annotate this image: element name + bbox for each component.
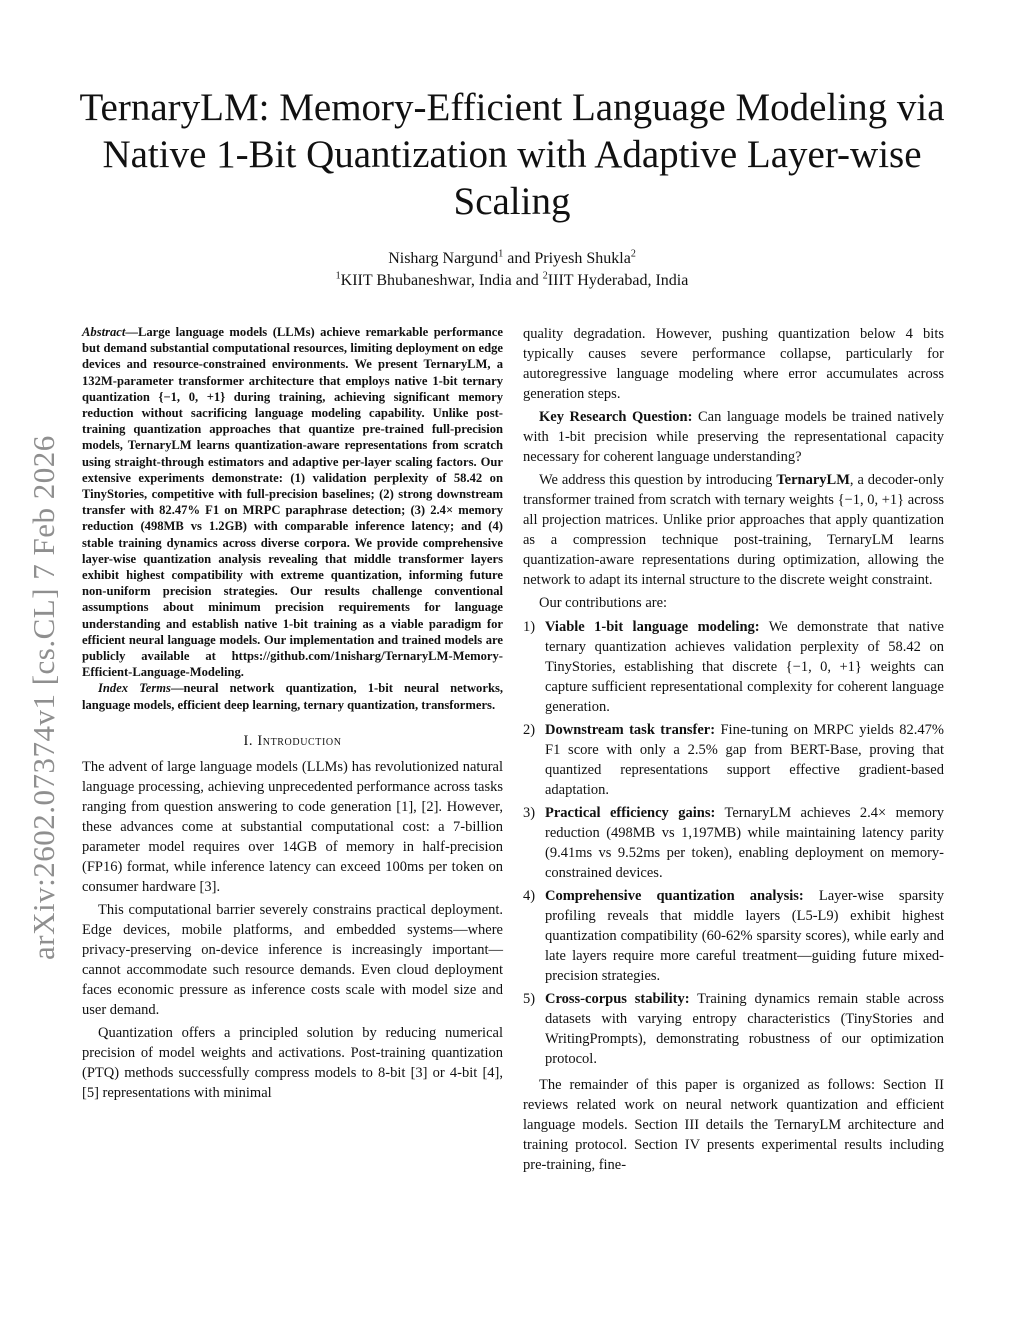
- arxiv-identifier-stamp: arXiv:2602.07374v1 [cs.CL] 7 Feb 2026: [26, 435, 61, 960]
- approach-text: , a decoder-only transformer trained from scratch with ternary weights {−1, 0, +1} across all projection matrices. Unlike prior approaches that apply quantization as a compression technique post-training, TernaryLM learns quantization-aware representations during optimization, allowing the network to adapt its internal structure to the discrete weight constraint.: [523, 472, 945, 588]
- contribution-label: Viable 1-bit language modeling:: [545, 619, 760, 635]
- affiliation-superscript: 1: [335, 270, 341, 282]
- contribution-item: [523, 886, 944, 986]
- author-name: Nisharg Nargund: [388, 250, 499, 267]
- organization-paragraph: The remainder of this paper is organized as follows: Section II reviews related work on neural network quantization and efficient language models. Section III details the TernaryLM architecture and training protocol. Section IV presents experimental results including pre-training, fine-: [523, 1077, 944, 1173]
- research-question-label: Key Research Question:: [539, 409, 693, 425]
- contribution-text: TernaryLM achieves 2.4× memory reduction (498MB vs 1,197MB) while maintaining latency parity (9.41ms vs 9.52ms per token), enabling deployment on memory-constrained devices.: [545, 805, 944, 881]
- model-name: TernaryLM: [776, 472, 850, 488]
- contribution-number: 5): [523, 991, 536, 1007]
- research-question-text: Can language models be trained natively with 1-bit precision while preserving the representational capacity necessary for coherent language understanding?: [523, 409, 945, 465]
- abstract: [82, 324, 503, 680]
- index-terms-text: —neural network quantization, 1-bit neural networks, language models, efficient deep learning, ternary quantization, transformers.: [82, 681, 503, 712]
- contributions-list: [523, 617, 944, 1069]
- contribution-item: [523, 803, 944, 883]
- contribution-number: 1): [523, 619, 536, 635]
- affiliation-line: [60, 270, 964, 292]
- contribution-text: Training dynamics remain stable across datasets with varying entropy characteristics (TinyStories and WritingPrompts), demonstrating robustness of our optimization protocol.: [545, 991, 944, 1067]
- contribution-text: Layer-wise sparsity profiling reveals that middle layers (L5-L9) exhibit highest quantization compatibility (60-62% sparsity scores), while early and late layers require more careful treatment—guiding future mixed-precision strategies.: [545, 888, 944, 984]
- author-line: [60, 248, 964, 270]
- contribution-label: Downstream task transfer:: [545, 722, 716, 738]
- author-superscript: 2: [630, 248, 636, 260]
- abstract-label: Abstract: [82, 325, 126, 339]
- contribution-text: Fine-tuning on MRPC yields 82.47% F1 score with only a 2.5% gap from BERT-Base, proving that quantized representations support effective gradient-based adaptation.: [545, 722, 944, 798]
- index-terms: [82, 680, 503, 712]
- contribution-label: Cross-corpus stability:: [545, 991, 690, 1007]
- contribution-number: 2): [523, 722, 536, 738]
- contribution-label: Comprehensive quantization analysis:: [545, 888, 804, 904]
- left-column: [82, 324, 503, 1106]
- author-conjunction: and: [503, 250, 535, 267]
- intro-paragraph: The advent of large language models (LLMs) has revolutionized natural language processing, achieving unprecedented performance across tasks ranging from question answering to code generation [1], [2]. However, these advances come at substantial computational cost: a 7-billion parameter model requires over 14GB of memory in half-precision (FP16) format, while inference latency can exceed 100ms per token on consumer hardware [3].: [82, 758, 503, 895]
- continued-paragraph: quality degradation. However, pushing quantization below 4 bits typically causes severe performance collapse, particularly for autoregressive language modeling where error accumulates across generation steps.: [523, 326, 944, 402]
- affiliation-superscript: 2: [542, 270, 548, 282]
- contribution-number: 4): [523, 888, 536, 904]
- contribution-number: 3): [523, 805, 536, 821]
- research-question-paragraph: [523, 407, 944, 467]
- contribution-item: [523, 720, 944, 800]
- contribution-label: Practical efficiency gains:: [545, 805, 716, 821]
- affiliation-conjunction: and: [511, 272, 543, 289]
- author-name: Priyesh Shukla: [534, 250, 631, 267]
- contribution-text: We demonstrate that native ternary quantization achieves validation perplexity of 58.42 on TinyStories, establishing that discrete {−1, 0, +1} weights can capture sufficient representational complexity for coherent language generation.: [545, 619, 944, 715]
- section-heading-introduction: I. Introduction: [243, 732, 342, 749]
- approach-paragraph: [523, 470, 944, 590]
- author-superscript: 1: [498, 248, 504, 260]
- right-column: [523, 324, 944, 1178]
- contribution-item: [523, 989, 944, 1069]
- approach-text: We address this question by introducing: [539, 472, 777, 488]
- index-terms-label: Index Terms: [98, 681, 171, 696]
- intro-paragraph: Quantization offers a principled solution by reducing numerical precision of model weights and activations. Post-training quantization (PTQ) methods successfully compress models to 8-bit [3] or 4-bit [4], [5] representations with minimal: [82, 1024, 503, 1101]
- intro-paragraph: This computational barrier severely constrains practical deployment. Edge devices, mobile platforms, and embedded systems—where privacy-preserving on-device inference is increasingly important—cannot accommodate such resource demands. Even cloud deployment faces economic pressure as inference costs scale with model size and user demand.: [82, 901, 503, 1018]
- affiliation: IIIT Hyderabad, India: [547, 272, 689, 289]
- contributions-intro: Our contributions are:: [539, 595, 668, 611]
- contribution-item: [523, 617, 944, 717]
- paper-title: TernaryLM: Memory-Efficient Language Modeling via Native 1-Bit Quantization with Adaptive Layer-wise Scaling: [79, 86, 945, 223]
- abstract-text: —Large language models (LLMs) achieve remarkable performance but demand substantial computational resources, limiting deployment on edge devices and resource-constrained environments. We present TernaryLM, a 132M-parameter transformer architecture that employs native 1-bit ternary quantization {−1, 0, +1} during training, achieving significant memory reduction without sacrificing language modeling capability. Unlike post-training quantization approaches that quantize pre-trained full-precision models, TernaryLM learns quantization-aware representations from scratch using straight-through estimators and adaptive per-layer scaling factors. Our extensive experiments demonstrate: (1) validation perplexity of 58.42 on TinyStories, competitive with full-precision baselines; (2) strong downstream transfer with 82.47% F1 on MRPC paraphrase detection; (3) 2.4× memory reduction (498MB vs 1.2GB) with comparable inference latency; and (4) stable training dynamics across diverse corpora. We provide comprehensive layer-wise quantization analysis revealing that middle transformer layers exhibit highest compatibility with extreme quantization, informing future non-uniform precision strategies. Our results challenge conventional assumptions about minimum precision requirements for language understanding and establish native 1-bit training as a viable paradigm for efficient neural language models. Our implementation and trained models are publicly available at https://github.com/1nisharg/TernaryLM-Memory-Efficient-Language-Modeling.: [82, 325, 503, 680]
- affiliation: KIIT Bhubaneshwar, India: [340, 272, 512, 289]
- author-block: [60, 248, 964, 292]
